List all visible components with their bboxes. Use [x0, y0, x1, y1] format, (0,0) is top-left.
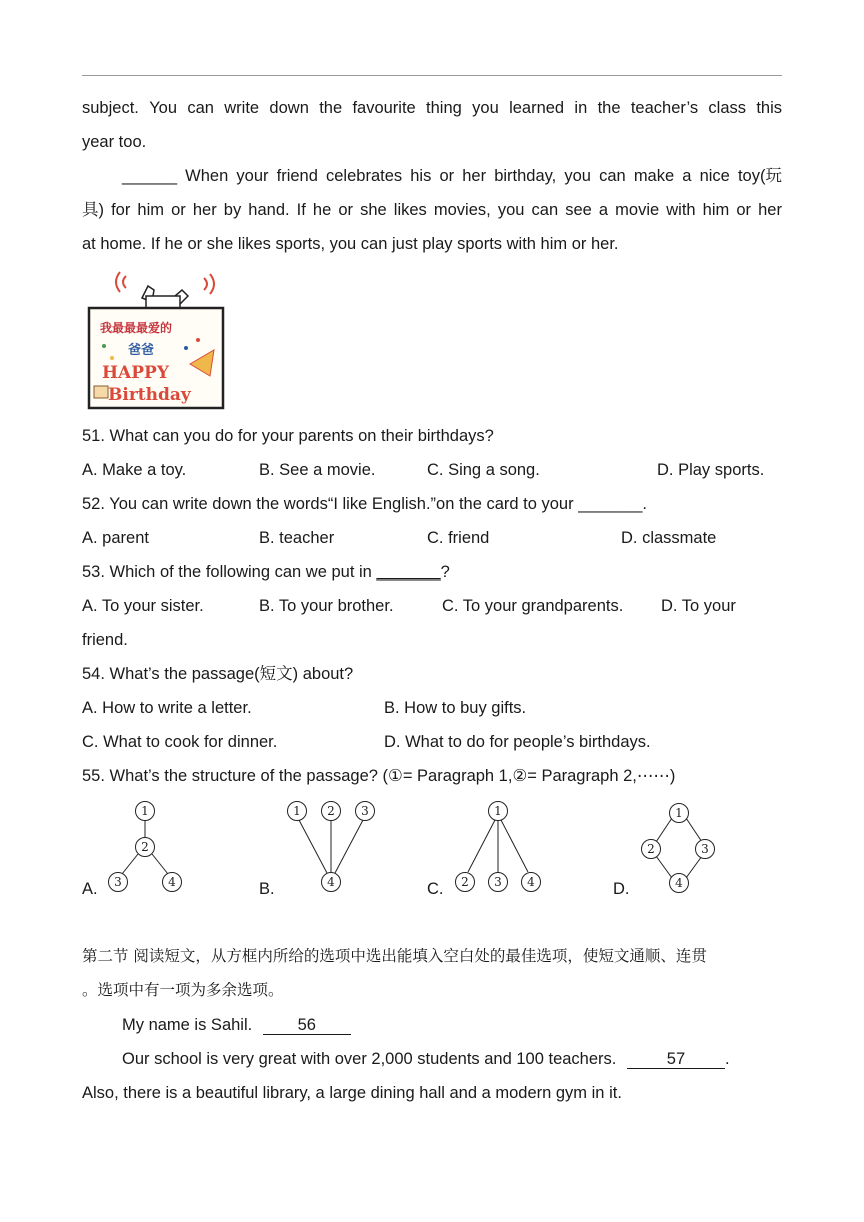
diagram-c-node-3: 3	[494, 875, 502, 889]
q53-option-a[interactable]: A. To your sister.	[82, 597, 204, 615]
word: nice	[699, 167, 730, 185]
q51-option-c[interactable]: C. Sing a song.	[427, 461, 540, 479]
diagram-c-node-4: 4	[527, 875, 535, 889]
card-birthday-text: Birthday	[108, 385, 191, 405]
diagram-a-node-3: 3	[114, 875, 122, 889]
q52-stem: 52. You can write down the words“I like English.”on the card to your _______.	[82, 495, 648, 513]
q53-blank: _______	[376, 563, 441, 581]
word: movie	[615, 201, 660, 219]
diagram-d-node-3: 3	[701, 842, 709, 856]
word: a	[682, 167, 692, 185]
word: her	[192, 201, 217, 219]
q54-stem: 54. What’s the passage(短文) about?	[82, 665, 354, 683]
passage-line-3	[122, 166, 782, 186]
word: movies,	[433, 201, 491, 219]
word: or	[439, 167, 455, 185]
word: thing	[426, 99, 462, 117]
blank-57[interactable]: 57	[627, 1050, 725, 1069]
word: can	[531, 201, 559, 219]
word: can	[599, 167, 626, 185]
card-top-text: 我最最最爱的	[100, 321, 173, 335]
word: When	[185, 167, 229, 185]
word: write	[224, 99, 260, 117]
answer-blank: ______	[122, 167, 178, 185]
word: you	[497, 201, 525, 219]
word: hand.	[248, 201, 290, 219]
word: your	[236, 167, 269, 185]
q54-option-b[interactable]: B. How to buy gifts.	[384, 699, 527, 717]
passage-line-1	[82, 98, 782, 118]
structure-diagram-b	[280, 798, 380, 898]
p1-text: My name is Sahil.	[122, 1016, 253, 1034]
p2-end: .	[724, 1050, 730, 1068]
word: a	[598, 201, 609, 219]
q53-stem	[82, 562, 450, 582]
section2-instructions-line2: 。选项中有一项为多余选项。	[82, 981, 284, 999]
diagram-a-node-1: 1	[141, 804, 149, 818]
q55-option-d[interactable]: D.	[613, 880, 630, 898]
word: in	[574, 99, 588, 117]
word: the	[319, 99, 343, 117]
word: friend	[276, 167, 318, 185]
q55-option-b[interactable]: B.	[259, 880, 275, 898]
q53-option-c[interactable]: C. To your grandparents.	[442, 597, 624, 615]
q52-option-b[interactable]: B. teacher	[259, 529, 335, 547]
section2-paragraph-2-cont: Also, there is a beautiful library, a large dining hall and a modern gym in it.	[82, 1084, 622, 1102]
structure-diagram-a	[100, 798, 190, 898]
structure-diagram-c	[448, 798, 548, 898]
q53-option-d[interactable]: D. To your	[661, 597, 736, 615]
q53-option-d-continued: friend.	[82, 631, 128, 649]
q52-option-c[interactable]: C. friend	[427, 529, 490, 547]
word: 具)	[82, 201, 104, 219]
q54-option-a[interactable]: A. How to write a letter.	[82, 699, 252, 717]
word: you	[472, 99, 499, 117]
section2-paragraph-1	[122, 1015, 351, 1035]
word: down	[269, 99, 309, 117]
word: by	[223, 201, 242, 219]
diagram-d-node-2: 2	[647, 842, 655, 856]
word: her	[758, 201, 782, 219]
q53-option-b[interactable]: B. To your brother.	[259, 597, 394, 615]
card-middle-text: 爸爸	[128, 343, 155, 358]
q53-stem-text: 53. Which of the following can we put in	[82, 563, 377, 581]
q52-option-a[interactable]: A. parent	[82, 529, 149, 547]
blank-56[interactable]: 56	[263, 1016, 351, 1035]
word: celebrates	[326, 167, 403, 185]
word: You	[149, 99, 178, 117]
word: or	[736, 201, 752, 219]
word: this	[756, 99, 782, 117]
q51-option-b[interactable]: B. See a movie.	[259, 461, 376, 479]
word: birthday,	[494, 167, 557, 185]
word: you	[564, 167, 591, 185]
diagram-c-node-2: 2	[461, 875, 469, 889]
word: make	[633, 167, 675, 185]
word: or	[171, 201, 186, 219]
diagram-a-node-4: 4	[168, 875, 176, 889]
birthday-card-illustration	[86, 268, 226, 413]
diagram-a-node-2: 2	[141, 840, 149, 854]
card-happy-text: HAPPY	[102, 363, 169, 383]
word: likes	[393, 201, 427, 219]
word: he	[312, 201, 332, 219]
word: If	[296, 201, 306, 219]
header-rule	[82, 75, 782, 76]
word: favourite	[352, 99, 416, 117]
q55-stem: 55. What’s the structure of the passage? (①= Paragraph 1,②= Paragraph 2,⋯⋯)	[82, 767, 676, 785]
p2-text: Our school is very great with over 2,000 students and 100 teachers.	[122, 1050, 617, 1068]
diagram-d-node-1: 1	[675, 806, 683, 820]
word: his	[410, 167, 432, 185]
word: learned	[509, 99, 565, 117]
q54-option-d[interactable]: D. What to do for people’s birthdays.	[384, 733, 651, 751]
diagram-b-node-4: 4	[327, 875, 335, 889]
q51-option-a[interactable]: A. Make a toy.	[82, 461, 187, 479]
q55-option-a[interactable]: A.	[82, 880, 98, 898]
q53-stem-end: ?	[440, 563, 450, 581]
structure-diagram-d	[636, 798, 726, 898]
section2-instructions-line1: 第二节 阅读短文，从方框内所给的选项中选出能填入空白处的最佳选项，使短文通顺、连贯	[82, 947, 707, 965]
q54-option-c[interactable]: C. What to cook for dinner.	[82, 733, 278, 751]
q51-option-d[interactable]: D. Play sports.	[657, 461, 765, 479]
q55-option-c[interactable]: C.	[427, 880, 444, 898]
word: or	[338, 201, 354, 219]
word: with	[666, 201, 696, 219]
word: for	[111, 201, 131, 219]
word: subject.	[82, 99, 139, 117]
diagram-c-node-1: 1	[494, 804, 502, 818]
word: she	[360, 201, 387, 219]
diagram-b-node-1: 1	[293, 804, 301, 818]
diagram-d-node-4: 4	[675, 876, 683, 890]
passage-line-2: year too.	[82, 133, 147, 151]
word: class	[708, 99, 746, 117]
diagram-b-node-2: 2	[327, 804, 335, 818]
word: toy(玩	[737, 167, 782, 185]
passage-line-4	[82, 200, 782, 220]
word: him	[137, 201, 165, 219]
q52-option-d[interactable]: D. classmate	[621, 529, 717, 547]
word: her	[462, 167, 487, 185]
word: teacher’s	[630, 99, 699, 117]
word: can	[187, 99, 214, 117]
word: the	[597, 99, 621, 117]
diagram-b-node-3: 3	[361, 804, 369, 818]
passage-line-5: at home. If he or she likes sports, you can just play sports with him or her.	[82, 235, 619, 253]
word: see	[565, 201, 592, 219]
q51-stem: 51. What can you do for your parents on their birthdays?	[82, 427, 494, 445]
section2-paragraph-2	[122, 1049, 730, 1069]
word: him	[702, 201, 730, 219]
